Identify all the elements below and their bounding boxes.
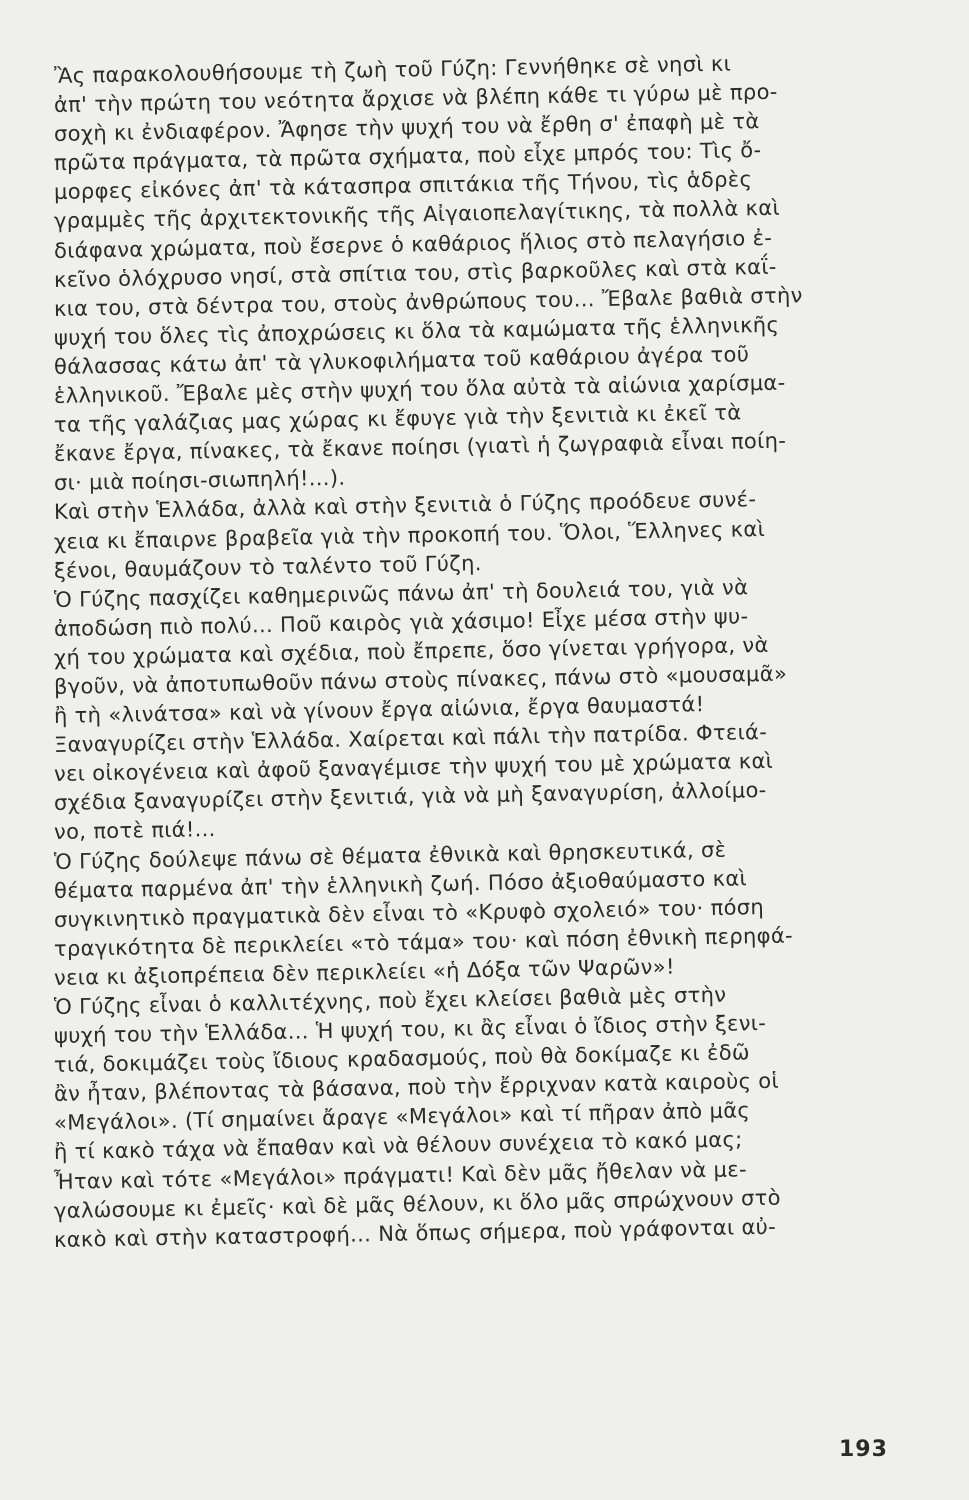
text-line: σχέδια ξαναγυρίζει στὴν ξενιτιά, γιὰ νὰ μὴ ξαναγυρίση, ἀλλοίμο- (53, 778, 767, 816)
text-line: γαλώσουμε κι ἐμεῖς· καὶ δὲ μᾶς θέλουν, κι ὅλο μᾶς σπρώχνουν στὸ (53, 1185, 782, 1223)
text-line: κεῖνο ὁλόχρυσο νησί, στὰ σπίτια του, στὶς βαρκοῦλες καὶ στὰ καΐ- (53, 254, 777, 292)
text-line: ἑλληνικοῦ. Ἔβαλε μὲς στὴν ψυχή του ὅλα αὐτὰ τὰ αἰώνια χαρίσμα- (53, 370, 786, 409)
text-line: κια του, στὰ δέντρα του, στοὺς ἀνθρώπους του... Ἔβαλε βαθιὰ στὴν (53, 283, 803, 321)
text-line: τιά, δοκιμάζει τοὺς ἴδιους κραδασμούς, ποὺ θὰ δοκίμαζε κι ἐδῶ (53, 1040, 751, 1078)
text-line: σοχὴ κι ἐνδιαφέρον. Ἄφησε τὴν ψυχή του νὰ ἔρθη σ' ἐπαφὴ μὲ τὰ (53, 109, 760, 147)
text-line: συγκινητικὸ πραγματικὰ δὲν εἶναι τὸ «Κρυφὸ σχολειό» του· πόση (53, 894, 765, 932)
text-line: ἂν ἦταν, βλέποντας τὰ βάσανα, ποὺ τὴν ἔρριχναν κατὰ καιροὺς οἱ (53, 1068, 780, 1107)
body-text (53, 51, 890, 1255)
text-line: ψυχή του τὴν Ἑλλάδα... Ἡ ψυχή του, κι ἂς εἶναι ὁ ἴδιος στὴν ξενι- (53, 1011, 767, 1049)
text-line: νεια κι ἀξιοπρέπεια δὲν περικλείει «ἡ Δόξα τῶν Ψαρῶν»! (53, 954, 675, 990)
text-line: τα τῆς γαλάζιας μας χώρας κι ἔφυγε γιὰ τὴν ξενιτιὰ κι ἐκεῖ τὰ (53, 400, 742, 438)
text-line: «Μεγάλοι». (Τί σημαίνει ἄραγε «Μεγάλοι» καὶ τί πῆραν ἀπὸ μᾶς (53, 1098, 751, 1136)
text-line: σι· μιὰ ποίησι-σιωπηλή!...). (53, 465, 346, 496)
text-line: ἀπ' τὴν πρώτη του νεότητα ἄρχισε νὰ βλέπη κάθε τι γύρω μὲ προ- (53, 79, 778, 118)
page-number: 193 (839, 1437, 888, 1462)
text-line: χεια κι ἔπαιρνε βραβεῖα γιὰ τὴν προκοπή του. Ὅλοι, Ἕλληνες καὶ (53, 516, 766, 554)
text-line: ἀποδώση πιὸ πολύ... Ποῦ καιρὸς γιὰ χάσιμο! Εἶχε μέσα στὴν ψυ- (53, 604, 749, 641)
text-line: μορφες εἰκόνες ἀπ' τὰ κάτασπρα σπιτάκια τῆς Τήνου, τὶς ἁδρὲς (53, 167, 753, 205)
text-line: ἢ τί κακὸ τάχα νὰ ἔπαθαν καὶ νὰ θέλουν συνέχεια τὸ κακό μας; (53, 1127, 743, 1165)
text-line: ψυχή του ὅλες τὶς ἀποχρώσεις κι ὅλα τὰ καμώματα τῆς ἑλληνικῆς (53, 312, 780, 350)
text-line: ἢ τὴ «λινάτσα» καὶ νὰ γίνουν ἔργα αἰώνια, ἔργα θαυμαστά! (53, 692, 705, 729)
text-line: Ὁ Γύζης εἶναι ὁ καλλιτέχνης, ποὺ ἔχει κλείσει βαθιὰ μὲς στὴν (53, 982, 727, 1019)
text-line: θάλασσας κάτω ἀπ' τὰ γλυκοφιλήματα τοῦ καθάριου ἀγέρα τοῦ (53, 342, 750, 379)
text-line: νο, ποτὲ πιά!... (53, 817, 216, 845)
text-line: Ὁ Γύζης δούλεψε πάνω σὲ θέματα ἐθνικὰ καὶ θρησκευτικά, σὲ (53, 837, 727, 874)
text-line: νει οἰκογένεια καὶ ἀφοῦ ξαναγέμισε τὴν ψυχή του μὲ χρώματα καὶ (53, 749, 774, 787)
text-line: ἔκανε ἔργα, πίνακες, τὰ ἔκανε ποίησι (γιατὶ ἡ ζωγραφιὰ εἶναι ποίη- (53, 428, 787, 467)
text-line: Ὁ Γύζης πασχίζει καθημερινῶς πάνω ἀπ' τὴ δουλειά του, γιὰ νὰ (53, 574, 749, 612)
text-line: Καὶ στὴν Ἑλλάδα, ἀλλὰ καὶ στὴν ξενιτιὰ ὁ Γύζης προόδευε συνέ- (53, 487, 757, 525)
text-line: γραμμὲς τῆς ἀρχιτεκτονικῆς τῆς Αἰγαιοπελαγίτικης, τὰ πολλὰ καὶ (53, 196, 781, 234)
text-line: πρῶτα πράγματα, τὰ πρῶτα σχήματα, ποὺ εἶχε μπρός του: Τὶς ὄ- (53, 138, 762, 176)
text-line: Ἂς παρακολουθήσουμε τὴ ζωὴ τοῦ Γύζη: Γεννήθηκε σὲ νησὶ κι (53, 51, 732, 88)
text-line: βγοῦν, νὰ ἀποτυπωθοῦν πάνω στοὺς πίνακες, πάνω στὸ «μουσαμᾶ» (53, 661, 788, 699)
text-line: τραγικότητα δὲ περικλείει «τὸ τάμα» του· καὶ πόση ἐθνικὴ περηφά- (53, 923, 794, 961)
text-line: Ἦταν καὶ τότε «Μεγάλοι» πράγματι! Καὶ δὲν μᾶς ἤθελαν νὰ με- (53, 1156, 748, 1194)
text-line: κακὸ καὶ στὴν καταστροφή... Νὰ ὅπως σήμερα, ποὺ γράφονται αὐ- (53, 1214, 777, 1252)
text-line: ξένοι, θαυμάζουν τὸ ταλέντο τοῦ Γύζη. (53, 550, 482, 583)
text-line: Ξαναγυρίζει στὴν Ἑλλάδα. Χαίρεται καὶ πάλι τὴν πατρίδα. Φτειά- (53, 720, 768, 758)
text-line: διάφανα χρώματα, ποὺ ἔσερνε ὁ καθάριος ἥλιος στὸ πελαγήσιο ἐ- (53, 225, 773, 263)
text-line: χή του χρώματα καὶ σχέδια, ποὺ ἔπρεπε, ὅσο γίνεται γρήγορα, νὰ (53, 632, 769, 670)
text-line: θέματα παρμένα ἀπ' τὴν ἑλληνικὴ ζωή. Πόσο ἀξιοθαύμαστο καὶ (53, 865, 748, 903)
